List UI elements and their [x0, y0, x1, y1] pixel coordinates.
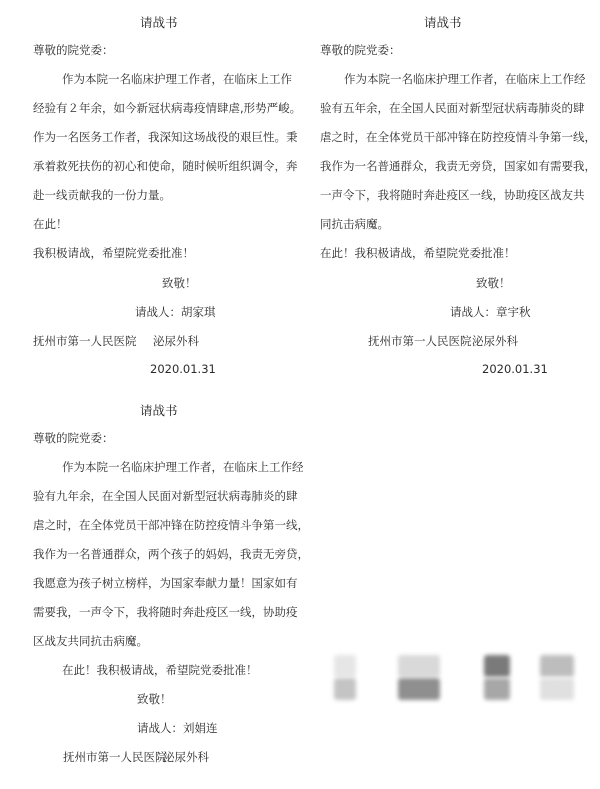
letter-hospital: 抚州市第一人民医院 — [368, 334, 472, 348]
body-line: 需要我，一声令下，我将随时奔赴疫区一线，协助疫 — [33, 605, 298, 619]
blur-block — [334, 678, 356, 700]
body-line: 虐之时，在全体党员干部冲锋在防控疫情斗争第一线， — [320, 130, 596, 144]
body-line: 我作为一名普通群众，我责无旁贷，国家如有需要我， — [320, 159, 596, 173]
letter-applicant: 请战人：刘娟连 — [137, 721, 218, 735]
letter-department: 泌尿外科 — [472, 334, 518, 348]
body-line: 经验有２年余，如今新冠状病毒疫情肆虐,形势严峻。 — [33, 101, 302, 115]
body-line: 我愿意为孩子树立榜样，为国家奉献力量！国家如有 — [33, 576, 298, 590]
letter-hujiaqi — [0, 0, 300, 385]
blur-block — [540, 655, 574, 677]
letter-title: 请战书 — [140, 403, 178, 418]
letter-hospital: 抚州市第一人民医院 — [33, 334, 137, 348]
letter-date: 2020.01.31 — [482, 362, 548, 376]
letter-closing: 致敬！ — [162, 276, 197, 290]
letter-applicant: 请战人：章宇秋 — [450, 305, 531, 319]
blur-block — [540, 678, 574, 700]
body-line: 作为一名医务工作者，我深知这场战役的艰巨性。秉 — [33, 130, 298, 144]
letter-salutation: 尊敬的院党委： — [320, 43, 401, 57]
letter-closing: 致敬！ — [137, 692, 172, 706]
letter-applicant: 请战人：胡家琪 — [135, 305, 216, 319]
body-line: 验有九年余，在全国人民面对新型冠状病毒肺炎的肆 — [33, 489, 298, 503]
letter-department: 泌尿外科 — [153, 334, 199, 348]
body-line: 区战友共同抗击病魔。 — [33, 634, 148, 648]
body-line: 在此！我积极请战，希望院党委批准！ — [62, 663, 258, 677]
letter-department: 泌尿外科 — [163, 750, 209, 764]
body-line: 我积极请战，希望院党委批准！ — [33, 246, 194, 260]
body-line: 虐之时，在全体党员干部冲锋在防控疫情斗争第一线， — [33, 518, 309, 532]
body-line: 在此！ — [33, 217, 68, 231]
body-line: 作为本院一名临床护理工作者，在临床上工作 — [62, 72, 292, 86]
blur-block — [484, 678, 510, 700]
body-line: 承着救死扶伤的初心和使命，随时候听组织调令，奔 — [33, 159, 298, 173]
body-line: 作为本院一名临床护理工作者，在临床上工作经 — [344, 72, 586, 86]
body-line: 作为本院一名临床护理工作者，在临床上工作经 — [62, 460, 304, 474]
body-line: 同抗击病魔。 — [320, 217, 389, 231]
blur-block — [334, 655, 356, 677]
letter-title: 请战书 — [424, 15, 462, 30]
letter-salutation: 尊敬的院党委： — [33, 43, 114, 57]
blur-block — [484, 655, 510, 677]
letter-closing: 致敬！ — [476, 276, 511, 290]
body-line: 赴一线贡献我的一份力量。 — [33, 188, 171, 202]
letter-title: 请战书 — [140, 15, 178, 30]
blur-block — [398, 678, 440, 700]
letter-liujuanlian — [0, 390, 309, 789]
letter-zhangyuqiu — [300, 0, 600, 385]
body-line: 在此！我积极请战，希望院党委批准！ — [320, 246, 516, 260]
letter-date: 2020.01.31 — [150, 362, 216, 376]
body-line: 我作为一名普通群众，两个孩子的妈妈，我责无旁贷， — [33, 547, 309, 561]
letter-salutation: 尊敬的院党委： — [33, 431, 114, 445]
body-line: 验有五年余，在全国人民面对新型冠状病毒肺炎的肆 — [320, 101, 585, 115]
blur-block — [398, 655, 440, 677]
body-line: 一声令下，我将随时奔赴疫区一线，协助疫区战友共 — [320, 188, 585, 202]
letter-hospital: 抚州市第一人民医院 — [63, 750, 167, 764]
